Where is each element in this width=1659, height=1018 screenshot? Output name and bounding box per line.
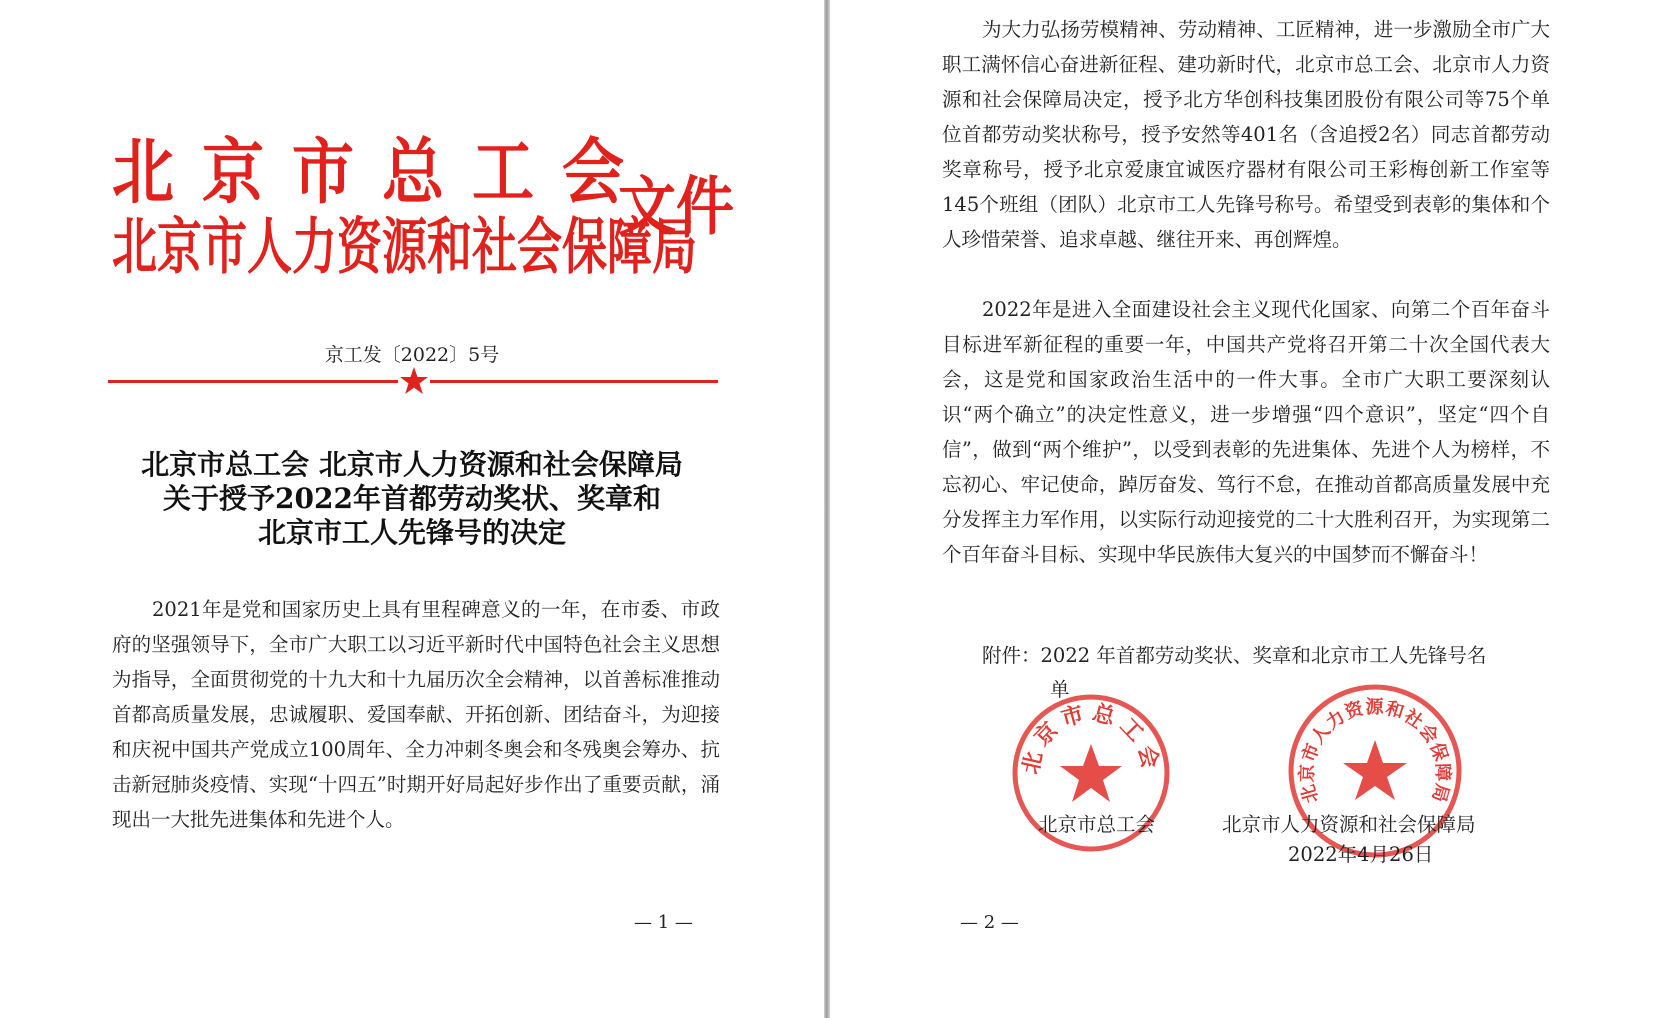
seal-hrss-text: 北京市人力资源和社会保障局: [1296, 696, 1454, 806]
document-number: 京工发〔2022〕5号: [324, 344, 500, 366]
issuer-name-hrss: 北京市人力资源和社会保障局: [112, 210, 698, 283]
document-page-2: [830, 0, 1659, 1018]
page-number: — 1 —: [634, 912, 693, 933]
intro-paragraph: 2021年是党和国家历史上具有里程碑意义的一年，在市委、市政府的坚强领导下，全市广大职工以习近平新时代中国特色社会主义思想为指导，全面贯彻党的十九大和十九届历次全会精神，以首善标准推动首都高质量发展，忠诚履职、爱国奉献、开拓创新、团结奋斗，为迎接和庆祝中国共产党成立100周年、全力冲刺冬奥会和冬残奥会筹办、抗击新冠肺炎疫情、实现“十四五”时期开好局起好步作出了重要贡献，涌现出一大批先进集体和先进个人。: [112, 598, 720, 831]
red-divider-right: [430, 380, 718, 383]
attachment-note-continued: 单: [1050, 678, 1070, 701]
page-number: — 2 —: [960, 912, 1019, 933]
document-page-1: [0, 0, 824, 1018]
call-to-action-paragraph: 2022年是进入全面建设社会主义现代化国家、向第二个百年奋斗目标进军新征程的重要一年，中国共产党将召开第二十次全国代表大会，这是党和国家政治生活中的一件大事。全市广大职工要深刻认识“两个确立”的决定性意义，进一步增强“四个意识”，坚定“四个自信”，做到“两个维护”，以受到表彰的先进集体、先进个人为榜样，不忘初心、牢记使命，踔厉奋发、笃行不怠，在推动首都高质量发展中充分发挥主力军作用，以实际行动迎接党的二十大胜利召开，为实现第二个百年奋斗目标、实现中华民族伟大复兴的中国梦而不懈奋斗！: [942, 298, 1550, 566]
issuer-name-federation: 北京市总工会: [112, 129, 653, 214]
signature-federation: 北京市总工会: [1038, 813, 1156, 836]
document-type-label: 文件: [618, 168, 735, 244]
document-title: [80, 448, 744, 550]
seal-federation-text: 北京市总工会: [1017, 699, 1165, 777]
title-line-2: 关于授予2022年首都劳动奖状、奖章和: [163, 482, 661, 515]
document-date: 2022年4月26日: [1288, 843, 1434, 866]
title-line-1: 北京市总工会 北京市人力资源和社会保障局: [141, 448, 683, 481]
red-star-icon: [399, 366, 429, 396]
attachment-note: 附件：2022 年首都劳动奖状、奖章和北京市工人先锋号名: [982, 644, 1487, 667]
award-paragraph: 为大力弘扬劳模精神、劳动精神、工匠精神，进一步激励全市广大职工满怀信心奋进新征程、建功新时代，北京市总工会、北京市人力资源和社会保障局决定，授予北方华创科技集团股份有限公司等75个单位首都劳动奖状称号，授予安然等401名（含追授2名）同志首都劳动奖章称号，授予北京爱康宜诚医疗器材有限公司王彩梅创新工作室等145个班组（团队）北京市工人先锋号称号。希望受到表彰的集体和个人珍惜荣誉、追求卓越、继往开来、再创辉煌。: [942, 18, 1550, 251]
signature-hrss: 北京市人力资源和社会保障局: [1222, 813, 1476, 836]
title-line-3: 北京市工人先锋号的决定: [257, 516, 566, 549]
red-divider-left: [108, 380, 398, 383]
